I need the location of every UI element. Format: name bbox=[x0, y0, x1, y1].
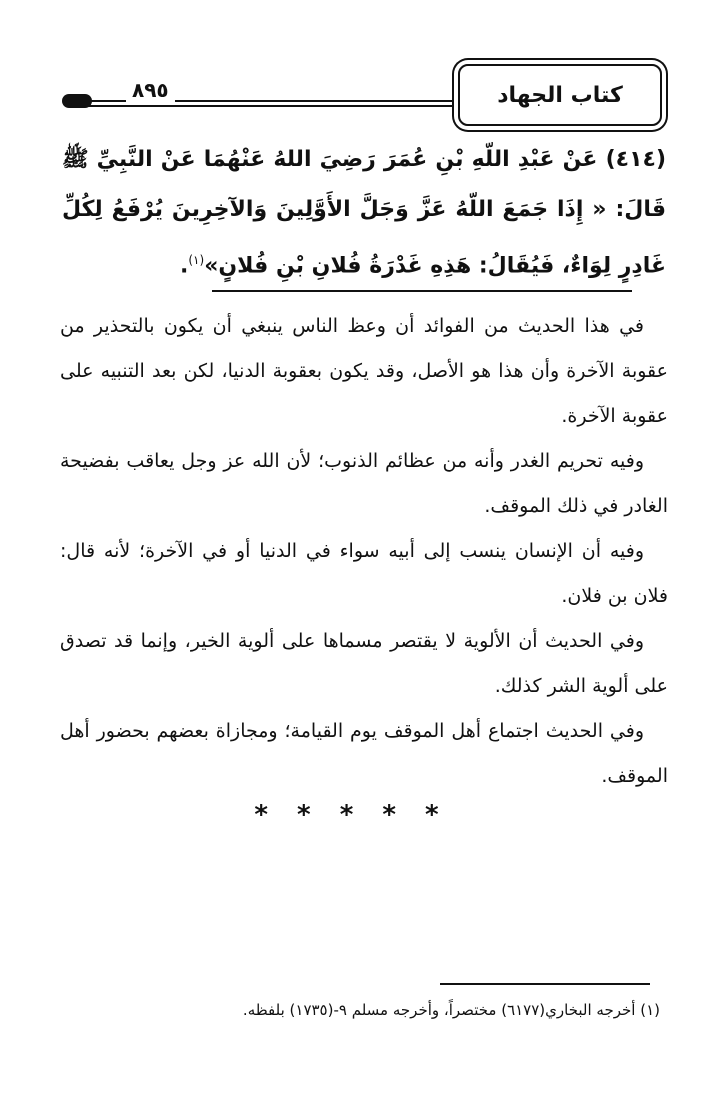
paragraph: وفي الحديث اجتماع أهل الموقف يوم القيامة؛ ومجازاة بعضهم بحضور أهل الموقف. bbox=[60, 720, 668, 787]
hadith-number: (٤١٤) bbox=[605, 147, 666, 172]
footnote-ref[interactable]: (١) bbox=[188, 253, 205, 267]
rule-dot-ornament bbox=[62, 94, 92, 108]
paragraph: وفيه أن الإنسان ينسب إلى أبيه سواء في الدنيا أو في الآخرة؛ لأنه قال: فلان بن فلان. bbox=[60, 540, 668, 607]
section-divider bbox=[212, 290, 632, 292]
section-separator-stars: * * * * * bbox=[254, 800, 449, 830]
paragraph: وفي الحديث أن الألوية لا يقتصر مسماها على ألوية الخير، وإنما قد تصدق على ألوية الشر كذلك. bbox=[60, 630, 668, 697]
paragraph: في هذا الحديث من الفوائد أن وعظ الناس ينبغي أن يكون بالتحذير من عقوبة الآخرة وأن هذا هو الأصل، وقد يكون بعقوبة الدنيا، لكن بعد التنبيه على عقوبة الآخرة. bbox=[60, 315, 668, 427]
commentary bbox=[60, 304, 668, 799]
page-number: ٨٩٥ bbox=[126, 78, 175, 102]
hadith-body: عَنْ عَبْدِ اللّهِ بْنِ عُمَرَ رَضِيَ اللهُ عَنْهُمَا عَنْ النَّبِيِّ ﷺ قَالَ: « إِذَا جَمَعَ اللّهُ عَزَّ وَجَلَّ الأَوَّلِينَ وَالآخِرِينَ يُرْفَعُ لِكُلِّ غَادِرٍ لِوَاءٌ، فَيُقَالُ: هَذِهِ غَدْرَةُ فُلانِ بْنِ فُلانٍ» bbox=[62, 147, 666, 279]
paragraph: وفيه تحريم الغدر وأنه من عظائم الذنوب؛ لأن الله عز وجل يعاقب بفضيحة الغادر في ذلك الموقف. bbox=[60, 450, 668, 517]
footnote-divider bbox=[440, 983, 650, 985]
chapter-title: كتاب الجهاد bbox=[458, 64, 662, 126]
hadith-text: (٤١٤) عَنْ عَبْدِ اللّهِ بْنِ عُمَرَ رَضِيَ اللهُ عَنْهُمَا عَنْ النَّبِيِّ ﷺ قَالَ: « إِذَا جَمَعَ اللّهُ عَزَّ وَجَلَّ الأَوَّلِينَ وَالآخِرِينَ يُرْفَعُ لِكُلِّ غَادِرٍ لِوَاءٌ، فَيُقَالُ: هَذِهِ غَدْرَةُ فُلانِ بْنِ فُلانٍ»$^{(١)}$. bbox=[62, 147, 666, 279]
footnote: (١) أخرجه البخاري(٦١٧٧) مختصراً، وأخرجه مسلم ٩-(١٧٣٥) بلفظه. bbox=[242, 1001, 660, 1019]
page-header bbox=[60, 62, 670, 132]
